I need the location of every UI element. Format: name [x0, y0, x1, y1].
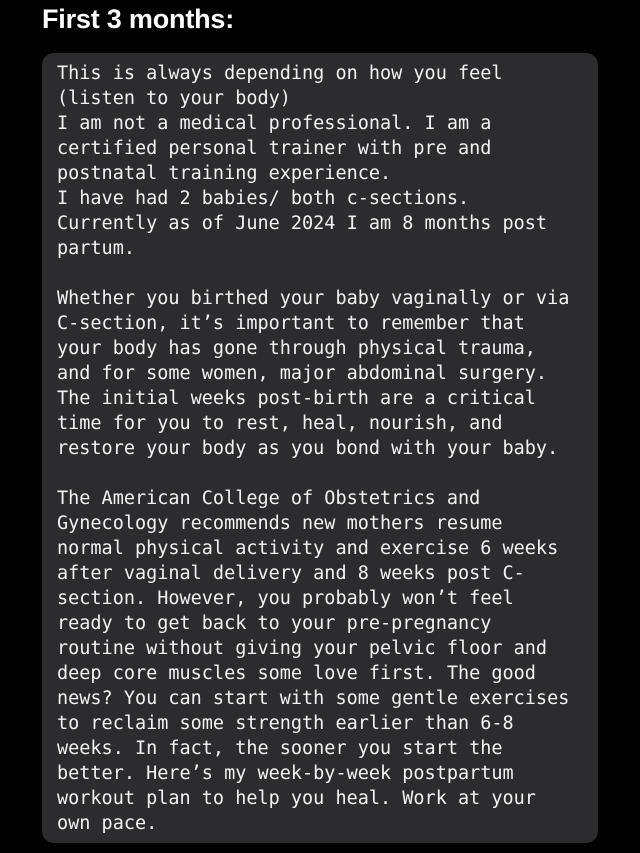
- paragraph-intro: This is always depending on how you feel (listen to your body) I am not a medical professional. I am a certified personal trainer with pre and postnatal training experience. I have had 2 babies/ both c-sections. Currently as of June 2024 I am 8 months post partum.: [57, 63, 548, 259]
- paragraph-acog: The American College of Obstetrics and Gynecology recommends new mothers resume normal physical activity and exercise 6 weeks after vaginal delivery and 8 weeks post C- section. However, you probably won’t feel ready to get back to your pre-pregnancy routine without giving your pelvic floor and deep core muscles some love first. The good news? You can start with some gentle exercises to reclaim some strength earlier than 6-8 weeks. In fact, the sooner you start the better. Here’s my week-by-week postpartum workout plan to help you heal. Work at your own pace.: [57, 488, 570, 834]
- paragraph-gap: [57, 261, 598, 286]
- page-title: First 3 months:: [42, 4, 235, 34]
- text-block[interactable]: [42, 53, 598, 843]
- paragraph-recovery: Whether you birthed your baby vaginally or via C-section, it’s important to remember that your body has gone through physical trauma, and for some women, major abdominal surgery. The initial weeks post-birth are a critical time for you to rest, heal, nourish, and restore your body as you bond with your baby.: [57, 288, 570, 459]
- paragraph-gap: [57, 461, 598, 486]
